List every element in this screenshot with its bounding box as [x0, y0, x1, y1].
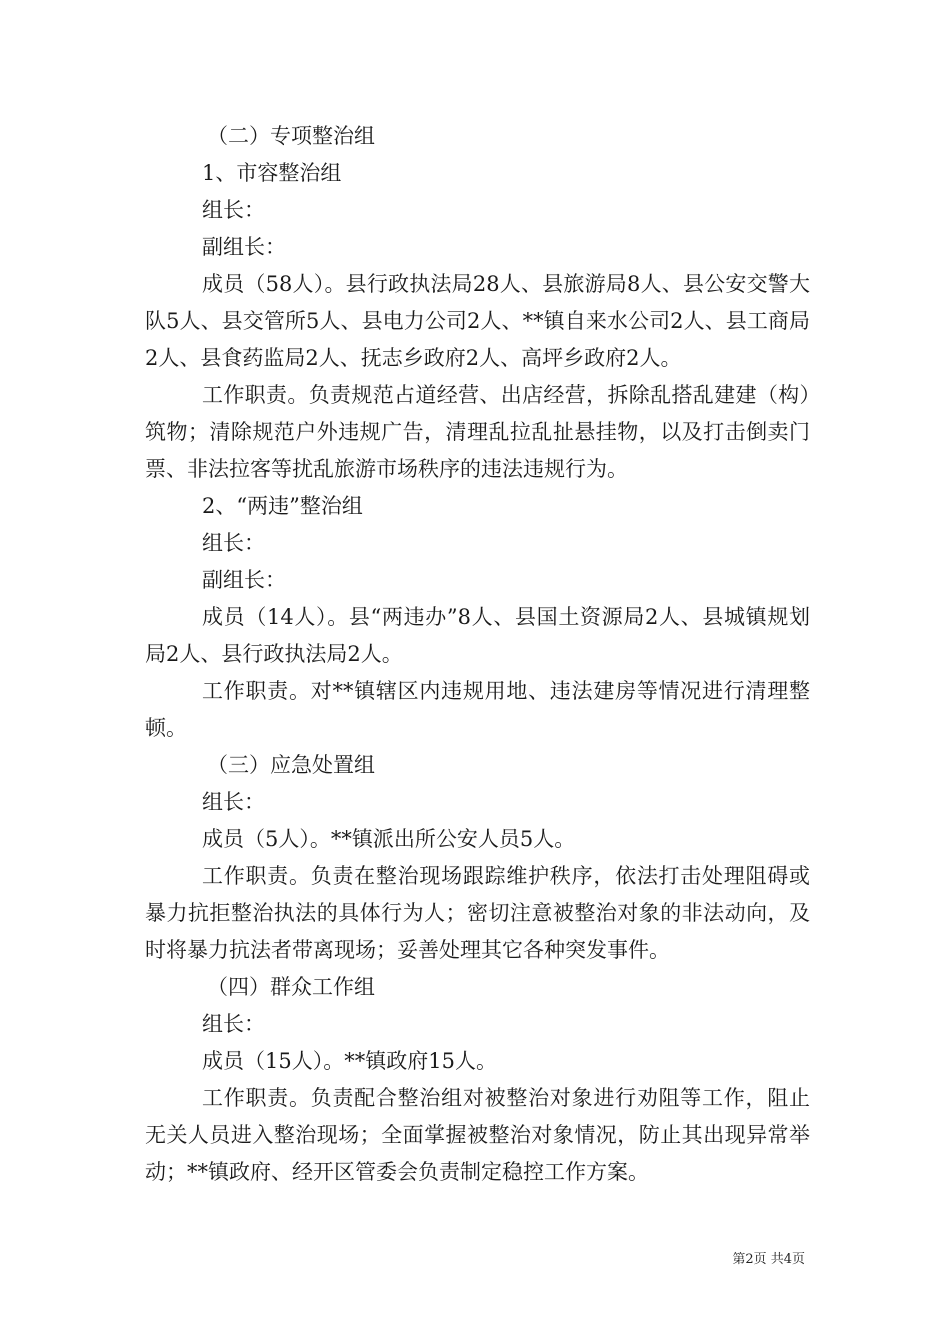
deputy-leader-line: 副组长：	[202, 235, 286, 259]
page-number: 第2页 共4页	[732, 1252, 805, 1267]
duties-paragraph: 工作职责。对**镇辖区内违规用地、违法建房等情况进行清理整顿。	[145, 679, 810, 740]
group-leader-line: 组长：	[202, 198, 265, 222]
section-heading: （二）专项整治组	[207, 124, 375, 148]
section-heading: （三）应急处置组	[207, 753, 375, 777]
duties-paragraph: 工作职责。负责配合整治组对被整治对象进行劝阻等工作，阻止无关人员进入整治现场；全面掌握被整治对象情况，防止其出现异常举动；**镇政府、经开区管委会负责制定稳控工作方案。	[145, 1086, 810, 1184]
deputy-leader-line: 副组长：	[202, 568, 286, 592]
duties-paragraph: 工作职责。负责规范占道经营、出店经营，拆除乱搭乱建建（构）筑物；清除规范户外违规广告，清理乱拉乱扯悬挂物，以及打击倒卖门票、非法拉客等扰乱旅游市场秩序的违法违规行为。	[145, 383, 810, 481]
members-paragraph: 成员（14人）。县“两违办”8人、县国土资源局2人、县城镇规划局2人、县行政执法局2人。	[145, 605, 810, 666]
members-line: 成员（5人）。**镇派出所公安人员5人。	[202, 827, 576, 851]
group-leader-line: 组长：	[202, 790, 265, 814]
subsection-heading: 1、市容整治组	[202, 161, 342, 185]
document-body	[145, 118, 810, 1191]
group-leader-line: 组长：	[202, 531, 265, 555]
members-paragraph: 成员（58人）。县行政执法局28人、县旅游局8人、县公安交警大队5人、县交管所5人、县电力公司2人、**镇自来水公司2人、县工商局2人、县食药监局2人、抚志乡政府2人、高坪乡政府2人。	[145, 272, 810, 370]
subsection-heading: 2、“两违”整治组	[202, 494, 363, 518]
section-heading: （四）群众工作组	[207, 975, 375, 999]
members-line: 成员（15人）。**镇政府15人。	[202, 1049, 497, 1073]
duties-paragraph: 工作职责。负责在整治现场跟踪维护秩序，依法打击处理阻碍或暴力抗拒整治执法的具体行为人；密切注意被整治对象的非法动向，及时将暴力抗法者带离现场；妥善处理其它各种突发事件。	[145, 864, 810, 962]
group-leader-line: 组长：	[202, 1012, 265, 1036]
